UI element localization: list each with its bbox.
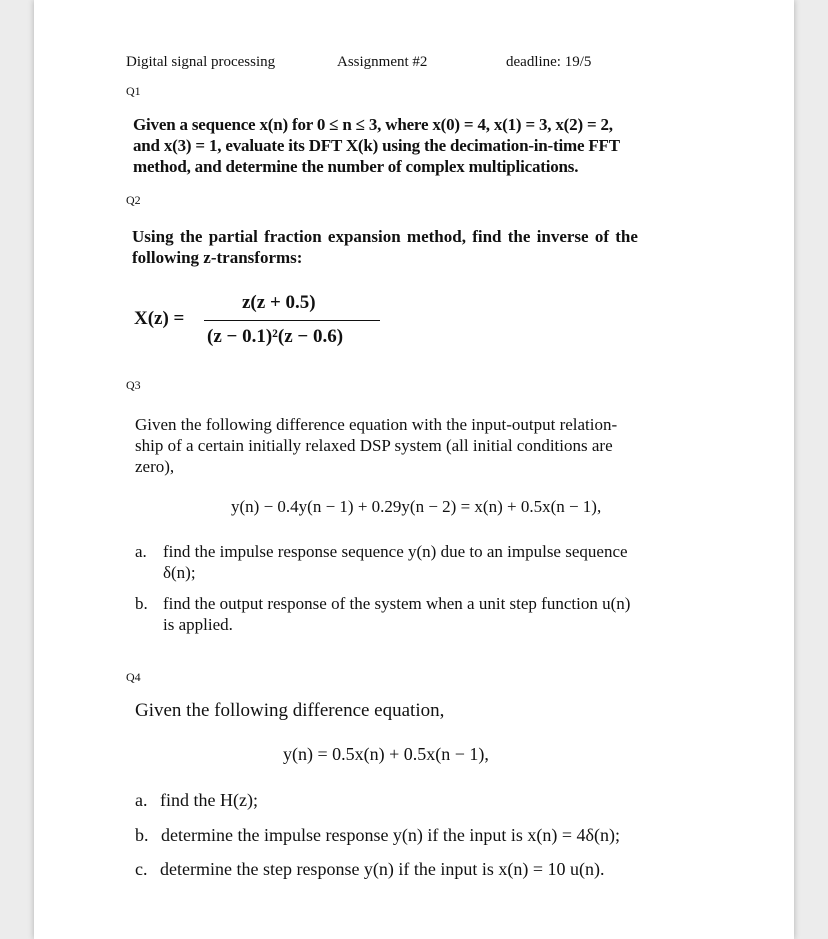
course-title: Digital signal processing xyxy=(126,54,276,70)
q4-item-a-marker: a. xyxy=(135,790,148,810)
q2-fraction-bar xyxy=(204,320,380,321)
q1-label: Q1 xyxy=(126,84,141,98)
q4-item-b-text: determine the impulse response y(n) if the input is x(n) = 4δ(n); xyxy=(161,825,621,845)
q1-line-2: and x(3) = 1, evaluate its DFT X(k) using the decimation-in-time FFT xyxy=(133,136,620,155)
q3-item-b-text xyxy=(163,593,630,635)
q4-item-c-marker: c. xyxy=(135,859,148,879)
deadline: deadline: 19/5 xyxy=(506,54,592,70)
q3-equation: y(n) − 0.4y(n − 1) + 0.29y(n − 2) = x(n) + 0.5x(n − 1), xyxy=(231,497,602,516)
q4-equation: y(n) = 0.5x(n) + 0.5x(n − 1), xyxy=(283,744,489,764)
q3-item-a-marker: a. xyxy=(135,542,147,561)
q3-label: Q3 xyxy=(126,378,141,392)
q4-intro: Given the following difference equation, xyxy=(135,700,445,721)
q3-item-b-line-2: is applied. xyxy=(163,615,233,634)
q1-text xyxy=(133,114,620,177)
q3-item-a-line-2: δ(n); xyxy=(163,563,196,582)
q4-item-b-marker: b. xyxy=(135,825,149,845)
q2-equation-denominator: (z − 0.1)²(z − 0.6) xyxy=(207,326,344,347)
q1-line-3: method, and determine the number of complex multiplications. xyxy=(133,157,579,176)
q4-item-c-text: determine the step response y(n) if the input is x(n) = 10 u(n). xyxy=(160,859,605,879)
document-page xyxy=(34,0,794,939)
q1-line-1: Given a sequence x(n) for 0 ≤ n ≤ 3, where x(0) = 4, x(1) = 3, x(2) = 2, xyxy=(133,115,613,134)
q3-item-a-line-1: find the impulse response sequence y(n) due to an impulse sequence xyxy=(163,542,628,561)
q4-item-a-text: find the H(z); xyxy=(160,790,258,810)
q2-equation-lhs: X(z) = xyxy=(134,308,185,329)
q2-label: Q2 xyxy=(126,193,141,207)
q3-line-3: zero), xyxy=(135,457,175,476)
q3-item-b-marker: b. xyxy=(135,594,148,613)
q2-text xyxy=(132,226,638,268)
assignment-number: Assignment #2 xyxy=(337,54,428,70)
q4-label: Q4 xyxy=(126,670,141,684)
q3-item-b-line-1: find the output response of the system when a unit step function u(n) xyxy=(163,594,631,613)
q2-line-2: following z-transforms: xyxy=(132,248,303,267)
q4-item-a xyxy=(135,790,258,811)
q3-line-2: ship of a certain initially relaxed DSP system (all initial conditions are xyxy=(135,436,613,455)
q4-item-b xyxy=(135,825,620,846)
q4-item-c xyxy=(135,859,605,880)
q2-equation-numerator: z(z + 0.5) xyxy=(242,292,316,313)
q3-line-1: Given the following difference equation with the input-output relation- xyxy=(135,415,618,434)
q3-text xyxy=(135,414,617,477)
q2-line-1: Using the partial fraction expansion method, find the inverse of the xyxy=(132,227,638,246)
q3-item-a-text xyxy=(163,541,628,583)
